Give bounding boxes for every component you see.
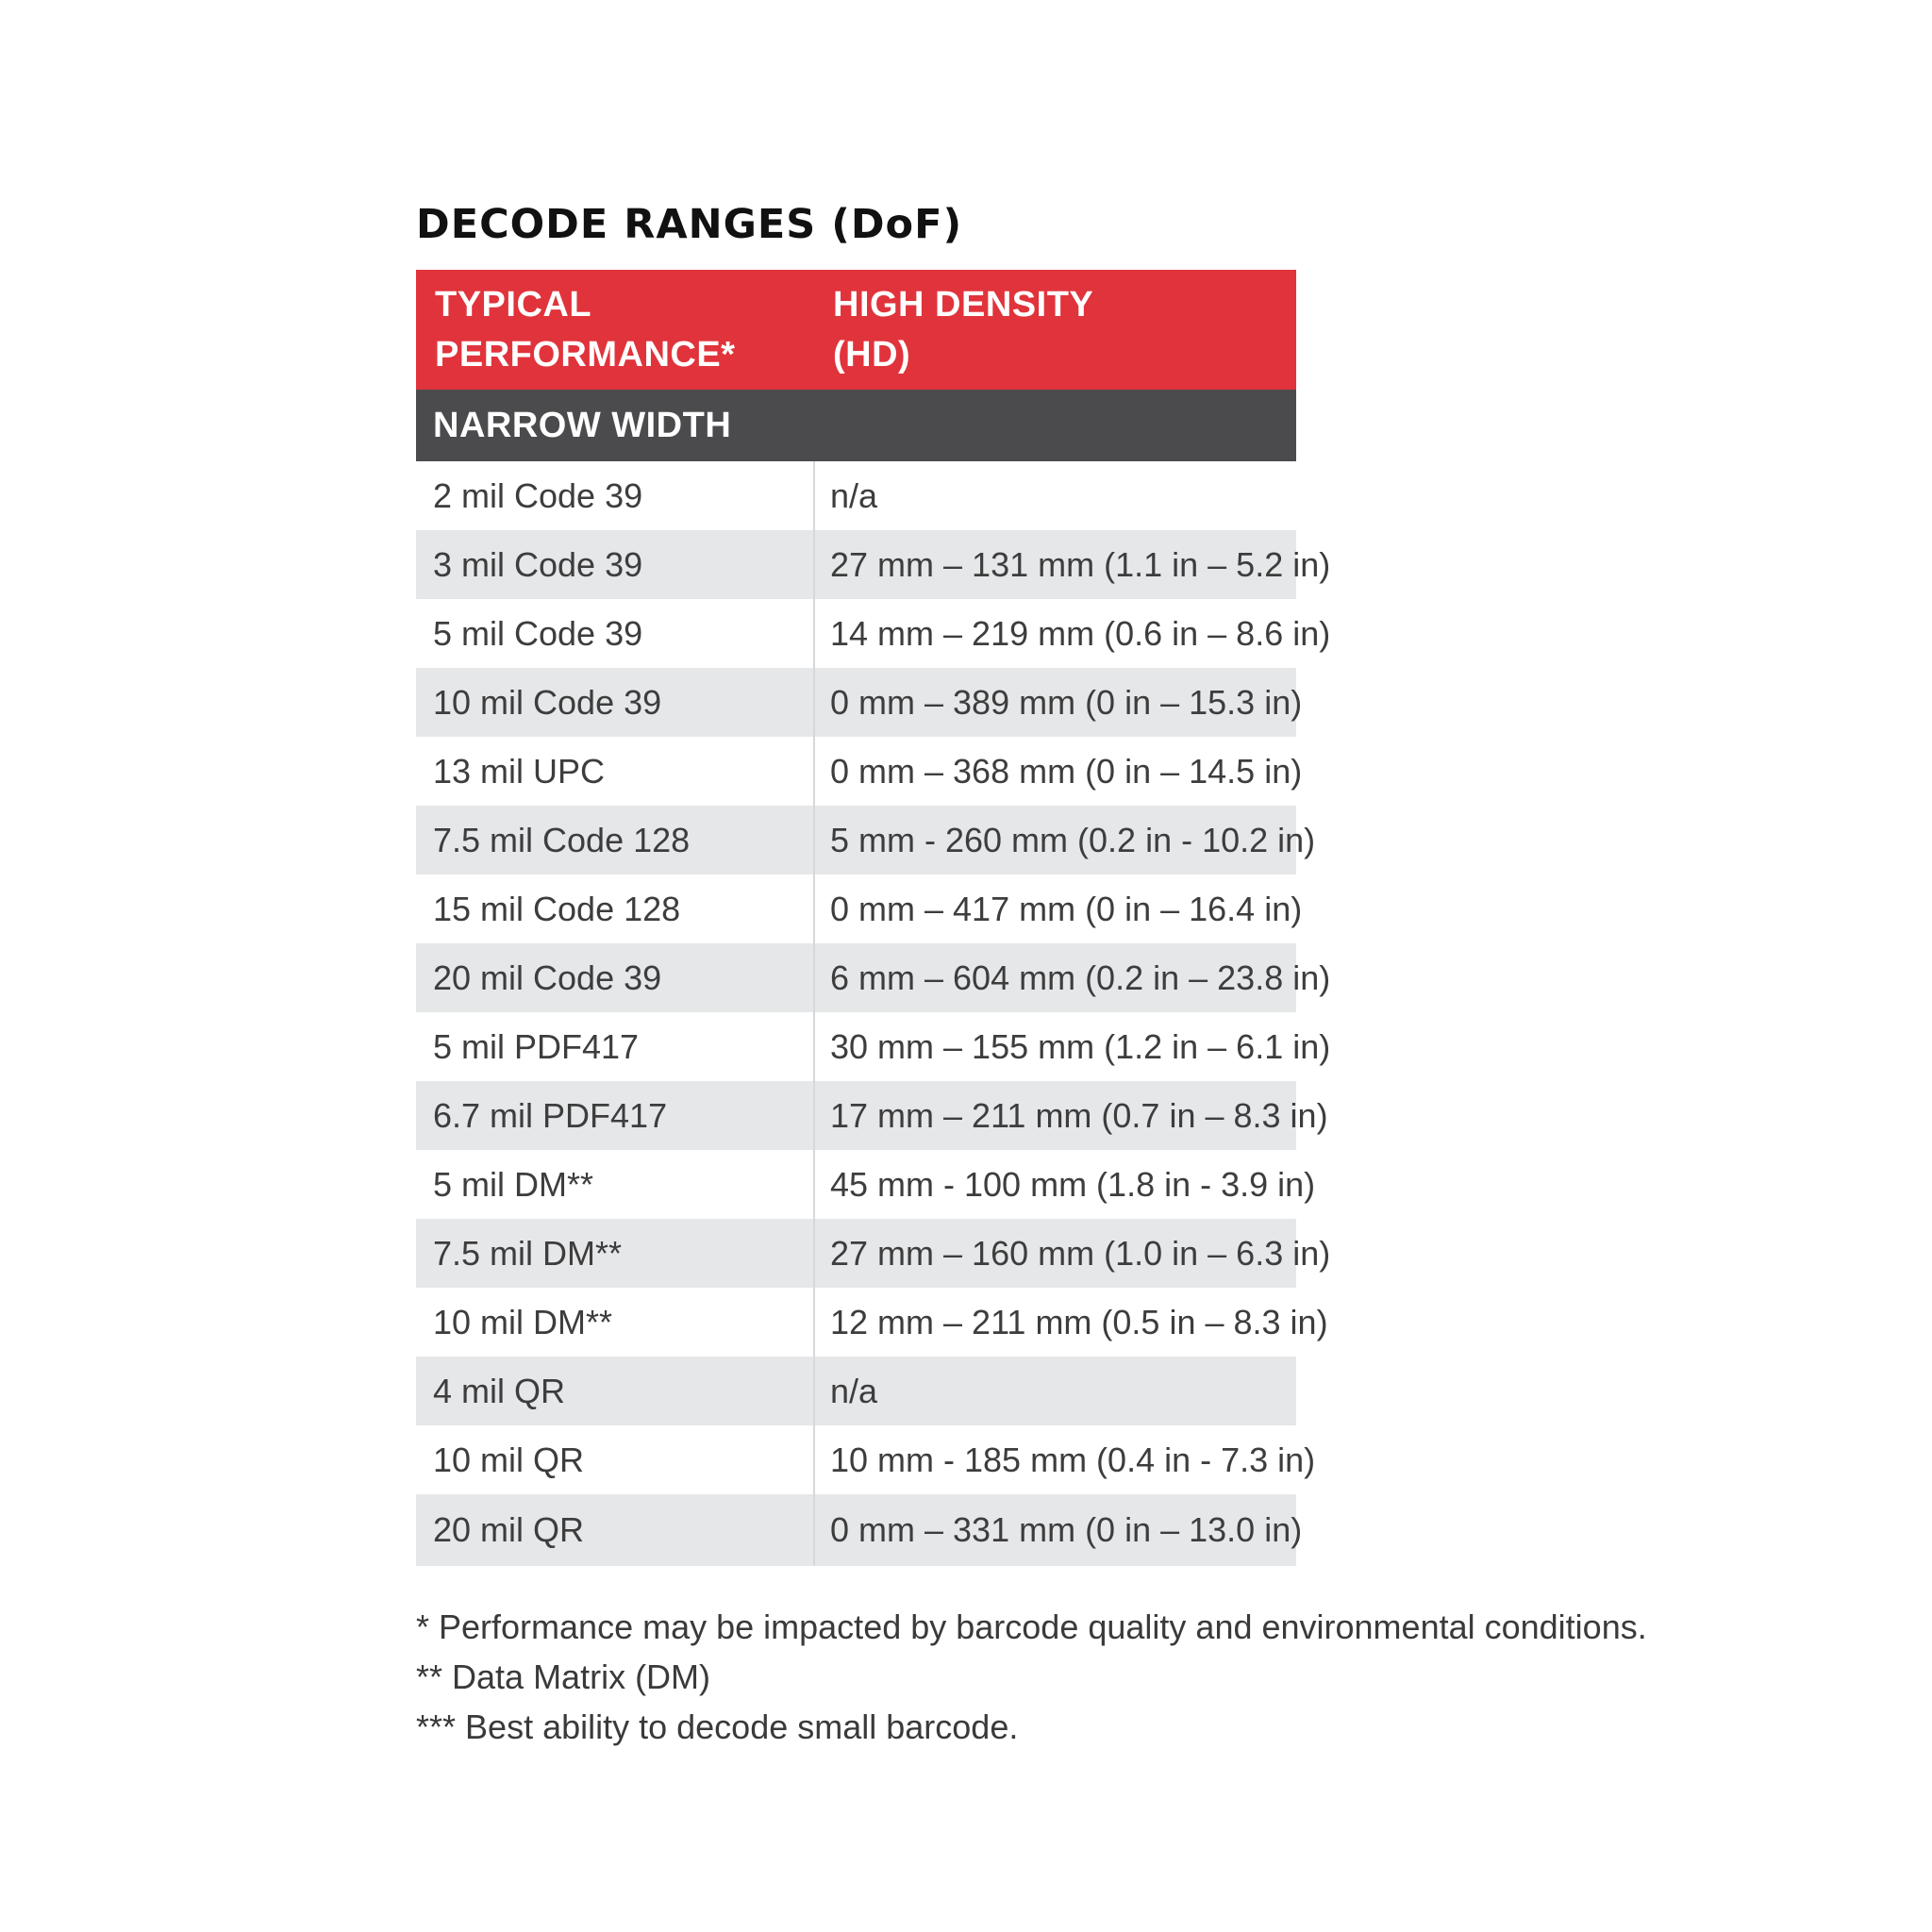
- table-row: [416, 1357, 1296, 1425]
- symbology-cell: 10 mil Code 39: [416, 668, 814, 737]
- table-row: [416, 1150, 1296, 1219]
- table-row: [416, 668, 1296, 737]
- header-col1-line2: PERFORMANCE*: [435, 334, 736, 375]
- symbology-cell: 7.5 mil DM**: [416, 1219, 814, 1288]
- decode-range-cell: 27 mm – 131 mm (1.1 in – 5.2 in): [814, 530, 1296, 599]
- symbology-cell: 13 mil UPC: [416, 737, 814, 806]
- header-col1-line1: TYPICAL: [435, 284, 592, 325]
- decode-range-cell: 0 mm – 389 mm (0 in – 15.3 in): [814, 668, 1296, 737]
- decode-ranges-table: [416, 270, 1331, 1566]
- decode-range-cell: n/a: [814, 1357, 1296, 1425]
- symbology-cell: 2 mil Code 39: [416, 461, 814, 530]
- document-title: DECODE RANGES (DoF): [416, 201, 963, 248]
- header-col2-line2: (HD): [833, 334, 911, 375]
- decode-range-cell: 6 mm – 604 mm (0.2 in – 23.8 in): [814, 943, 1296, 1012]
- symbology-cell: 3 mil Code 39: [416, 530, 814, 599]
- decode-range-cell: 12 mm – 211 mm (0.5 in – 8.3 in): [814, 1288, 1296, 1357]
- decode-range-cell: 10 mm - 185 mm (0.4 in - 7.3 in): [814, 1425, 1296, 1494]
- table-row: [416, 1425, 1296, 1494]
- symbology-cell: 5 mil Code 39: [416, 599, 814, 668]
- table-row: [416, 1288, 1296, 1357]
- section-label: NARROW WIDTH: [416, 390, 1296, 461]
- decode-range-cell: 30 mm – 155 mm (1.2 in – 6.1 in): [814, 1012, 1296, 1081]
- table-row: [416, 1494, 1296, 1566]
- decode-ranges-document: [416, 198, 1647, 1752]
- table-row: [416, 530, 1296, 599]
- footnote-data-matrix: ** Data Matrix (DM): [416, 1657, 711, 1696]
- symbology-cell: 6.7 mil PDF417: [416, 1081, 814, 1150]
- header-col2-line1: HIGH DENSITY: [833, 284, 1094, 325]
- footnote-performance: * Performance may be impacted by barcode quality and environmental conditions.: [416, 1607, 1647, 1646]
- symbology-cell: 7.5 mil Code 128: [416, 806, 814, 874]
- section-row-narrow-width: [416, 390, 1296, 461]
- header-typical-performance: [416, 270, 814, 390]
- decode-range-cell: 14 mm – 219 mm (0.6 in – 8.6 in): [814, 599, 1296, 668]
- decode-range-cell: 5 mm - 260 mm (0.2 in - 10.2 in): [814, 806, 1296, 874]
- decode-range-cell: n/a: [814, 461, 1296, 530]
- footnotes: [416, 1602, 1647, 1752]
- table-row: [416, 874, 1296, 943]
- table-row: [416, 806, 1296, 874]
- table-row: [416, 737, 1296, 806]
- symbology-cell: 4 mil QR: [416, 1357, 814, 1425]
- symbology-cell: 20 mil QR: [416, 1494, 814, 1566]
- symbology-cell: 5 mil DM**: [416, 1150, 814, 1219]
- decode-range-cell: 0 mm – 368 mm (0 in – 14.5 in): [814, 737, 1296, 806]
- symbology-cell: 10 mil DM**: [416, 1288, 814, 1357]
- decode-range-cell: 45 mm - 100 mm (1.8 in - 3.9 in): [814, 1150, 1296, 1219]
- decode-range-cell: 0 mm – 331 mm (0 in – 13.0 in): [814, 1494, 1296, 1566]
- symbology-cell: 10 mil QR: [416, 1425, 814, 1494]
- decode-range-cell: 27 mm – 160 mm (1.0 in – 6.3 in): [814, 1219, 1296, 1288]
- table-row: [416, 943, 1296, 1012]
- table-row: [416, 1012, 1296, 1081]
- symbology-cell: 20 mil Code 39: [416, 943, 814, 1012]
- header-high-density: [814, 270, 1296, 390]
- footnote-small-barcode: *** Best ability to decode small barcode.: [416, 1707, 1019, 1746]
- decode-range-cell: 17 mm – 211 mm (0.7 in – 8.3 in): [814, 1081, 1296, 1150]
- table-row: [416, 1219, 1296, 1288]
- table-row: [416, 461, 1296, 530]
- table-header-row: [416, 270, 1296, 390]
- table-row: [416, 599, 1296, 668]
- table-row: [416, 1081, 1296, 1150]
- decode-range-cell: 0 mm – 417 mm (0 in – 16.4 in): [814, 874, 1296, 943]
- symbology-cell: 15 mil Code 128: [416, 874, 814, 943]
- symbology-cell: 5 mil PDF417: [416, 1012, 814, 1081]
